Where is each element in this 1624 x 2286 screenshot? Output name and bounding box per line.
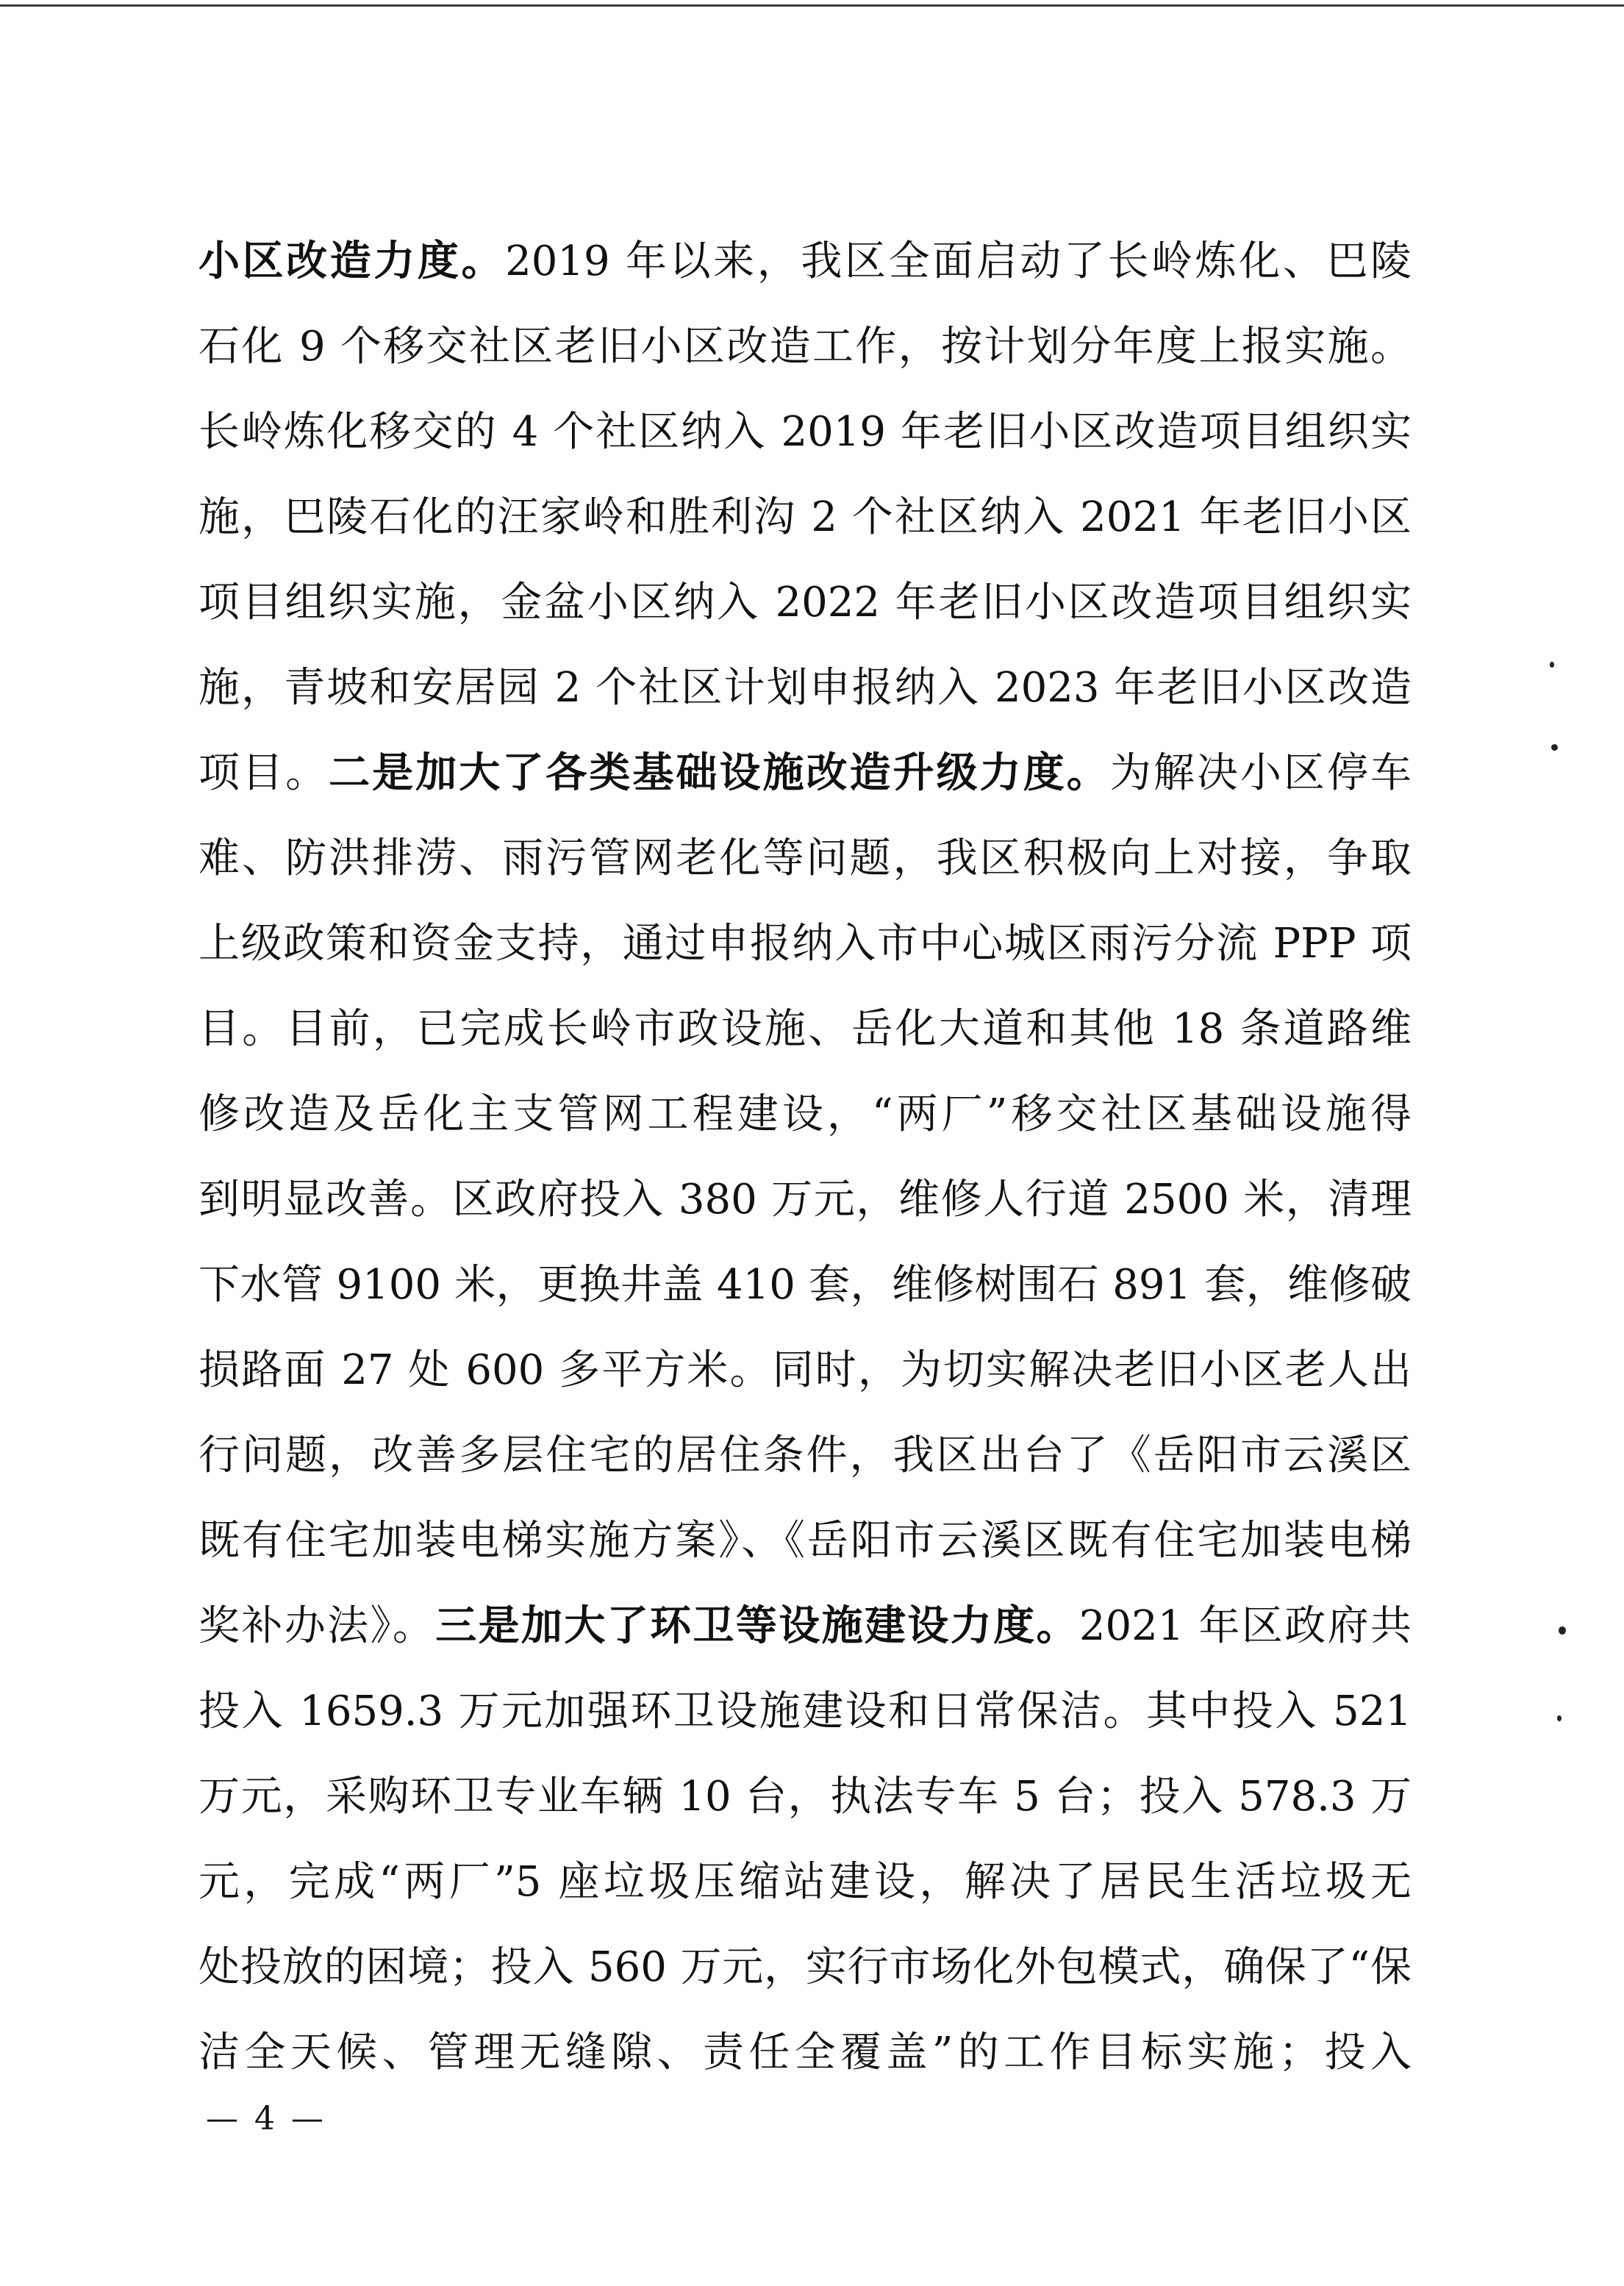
body-text: 修改造及岳化主支管网工程建设，“两厂”移交社区基础设施得 xyxy=(198,1090,1412,1138)
document-body xyxy=(198,219,1412,2096)
text-line xyxy=(198,390,1412,475)
bold-heading-phrase: 小区改造力度。 xyxy=(198,237,506,285)
body-text: 项目组织实施，金盆小区纳入 2022 年老旧小区改造项目组织实 xyxy=(198,579,1412,626)
body-text: 难、防洪排涝、雨污管网老化等问题，我区积极向上对接，争取 xyxy=(198,835,1412,882)
text-line xyxy=(198,475,1412,560)
text-line xyxy=(198,1840,1412,1925)
bold-heading-phrase: 三是加大了环卫等设施建设力度。 xyxy=(435,1602,1079,1650)
text-line xyxy=(198,1754,1412,1840)
text-line xyxy=(198,1925,1412,2010)
scan-speck xyxy=(1559,1626,1566,1635)
body-text: 目。目前，已完成长岭市政设施、岳化大道和其他 18 条道路维 xyxy=(198,1005,1412,1053)
body-text: 施，青坡和安居园 2 个社区计划申报纳入 2023 年老旧小区改造 xyxy=(198,664,1412,712)
text-line xyxy=(198,1584,1412,1669)
top-border-line xyxy=(0,4,1624,7)
body-text: 长岭炼化移交的 4 个社区纳入 2019 年老旧小区改造项目组织实 xyxy=(198,408,1412,456)
text-line xyxy=(198,1072,1412,1157)
bold-heading-phrase: 二是加大了各类基础设施改造升级力度。 xyxy=(329,749,1110,797)
body-text: 既有住宅加装电梯实施方案》、《岳阳市云溪区既有住宅加装电梯 xyxy=(198,1517,1412,1565)
body-text: 下水管 9100 米，更换井盖 410 套，维修树围石 891 套，维修破 xyxy=(198,1261,1412,1309)
text-line xyxy=(198,219,1412,304)
scan-speck xyxy=(1551,744,1558,751)
text-line xyxy=(198,1328,1412,1413)
text-line xyxy=(198,987,1412,1072)
text-line xyxy=(198,731,1412,816)
body-text: 处投放的困境；投入 560 万元，实行市场化外包模式，确保了“保 xyxy=(198,1943,1412,1991)
page-number: — 4 — xyxy=(206,2100,326,2137)
body-text: 2019 年以来，我区全面启动了长岭炼化、巴陵 xyxy=(505,237,1412,285)
text-line xyxy=(198,304,1412,390)
text-line xyxy=(198,646,1412,731)
body-text: 投入 1659.3 万元加强环卫设施建设和日常保洁。其中投入 521 xyxy=(198,1687,1412,1735)
body-text: 万元，采购环卫专业车辆 10 台，执法专车 5 台；投入 578.3 万 xyxy=(198,1773,1412,1821)
body-text: 行问题，改善多层住宅的居住条件，我区出台了《岳阳市云溪区 xyxy=(198,1432,1412,1479)
body-text: 施，巴陵石化的汪家岭和胜利沟 2 个社区纳入 2021 年老旧小区 xyxy=(198,493,1412,541)
body-text: 洁全天候、管理无缝隙、责任全覆盖”的工作目标实施；投入 xyxy=(198,2029,1412,2076)
body-text: 项目。 xyxy=(198,749,329,797)
body-text: 损路面 27 处 600 多平方米。同时，为切实解决老旧小区老人出 xyxy=(198,1346,1412,1394)
text-line xyxy=(198,1669,1412,1754)
body-text: 石化 9 个移交社区老旧小区改造工作，按计划分年度上报实施。 xyxy=(198,323,1412,371)
body-text: 上级政策和资金支持，通过申报纳入市中心城区雨污分流 PPP 项 xyxy=(198,920,1412,968)
text-line xyxy=(198,560,1412,646)
text-line xyxy=(198,816,1412,901)
text-line xyxy=(198,1499,1412,1584)
body-text: 为解决小区停车 xyxy=(1109,749,1412,797)
body-text: 到明显改善。区政府投入 380 万元，维修人行道 2500 米，清理 xyxy=(198,1176,1412,1224)
scan-speck xyxy=(1557,1715,1562,1721)
body-text: 元，完成“两厂”5 座垃圾压缩站建设，解决了居民生活垃圾无 xyxy=(198,1858,1412,1906)
body-text: 2021 年区政府共 xyxy=(1079,1602,1412,1650)
text-line xyxy=(198,1413,1412,1499)
text-line xyxy=(198,1157,1412,1243)
text-line xyxy=(198,901,1412,987)
text-line xyxy=(198,2010,1412,2096)
body-text: 奖补办法》。 xyxy=(198,1602,436,1650)
text-line xyxy=(198,1243,1412,1328)
scan-speck xyxy=(1550,662,1554,668)
